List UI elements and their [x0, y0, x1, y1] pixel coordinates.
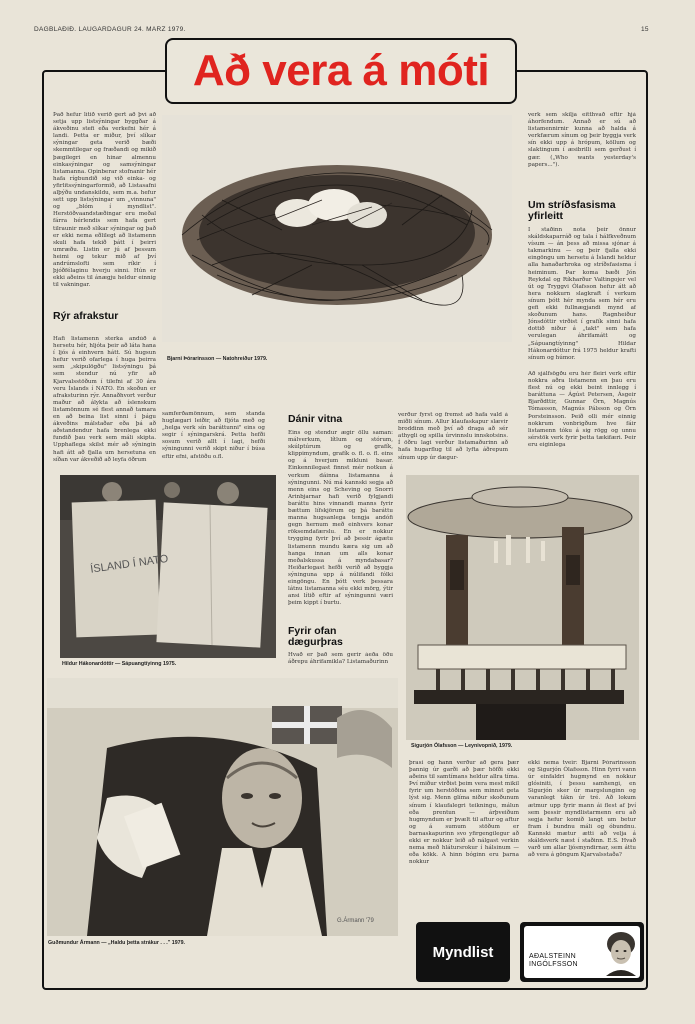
paper-date: DAGBLAÐIÐ. LAUGARDAGUR 24. MARZ 1979. [34, 26, 186, 33]
soap-banner-text: ÍSLAND Í NATO [89, 552, 169, 576]
caption-sculpture: Sigurjón Ólafsson — Leynivopnið, 1979. [411, 743, 513, 749]
heading-stridsfasisma: Um stríðsfasisma yfirleitt [528, 199, 616, 222]
soap-image [60, 475, 276, 658]
author-box [520, 922, 644, 982]
nest-image [162, 115, 512, 342]
painting-photo [47, 678, 398, 936]
column-4-top-text: verður fyrst og fremst að hafa vald á miðli sínum. Allur klaufaskapur slævir broddinn með því að draga að sér athygli og spilla úrvinnslu innskotsins. Í öðru lagi verður listamaðurinn að hafa hugarflug til að lyfta áðrepum sínum upp úr dægur- [398, 412, 508, 461]
soap-photo [60, 475, 276, 658]
column-2-text: samferðamönnum, sem standa huglægari leiðir, að fljóta með og „helga verk sín baráttunni" eins og segir í sýningarskrá. Þetta hefði sosum verið allt í lagi, hefði sýningunni verið skipt niður í búsa eftir efni, afstöðu o.fl. [162, 411, 265, 460]
column-5-bottom-text: ekki nema tveir: Bjarni Þórarinsson og Sigurjón Ólafsson. Hinn fyrri vann úr einfaldri hugmynd en nokkur glósiniti, í þessu samhengi, en Sigurjón sker úr margslunginn og varanlegt tákn úr tré. Að lokum ætmur upp fyrir mann ái flest af því sem þessir myndlistarmenn eru að segja hefur komið langt um betur fram í bundnu máli og óbundnu. Kannski mætur ætti að velja á skáldsverk næst í staðinn. E.S. Hvað varð um allar ljósmyndirnar, sem áttu að vera á göngum Kjarvalsstaða? [528, 760, 636, 859]
column-4-bottom-text: þrasi og hann verður að gera þær þannig úr garði að þær höfði ekki aðeins til samtímans heldur allra tíma. Því miður virðist þeim vera mest mikil fyrir um herstöðina sem minnst geta lýst sig. Menn glíma niður skoðunum sínum í klaufalegri teikningu, málun eða prentun — árþveiðum hugmyndum er þvælt til aftur og aftur og á sumum stöðum er barnaskapurinn svo yfirgengilegur að ekki er nokkur leið að nálgast verkin nema með hlátursrokur í hálsinum — eða kökk. A hinn bóginn eru þarna nokkur [409, 760, 519, 866]
column-1-ryr-text: Hafi listamenn sterka andúð á hersetu hér, hljóta þeir að láta hana í ljós á einhvern hátt. Sú hugsun hefur verið ofarlega í huga þeirra sem „skipulögðu" listsýningu þá sem stendur nú yfir að Kjarvalsstöðum í tilefni af 30 ára veru Íslands í NATO. En skoðun er afraksturinn rýr. Annaðhvort verður maður að álykta að íslenskum listamönnum sé flest annað tamara en að beina list sinni í þágu ákveðins málstaðar eða þá að aðstandendur hafa brenlega ekki fundið þau verk sem máli skipta. Upphaflega skilst mér að sýningin hafi átt að fjalla um hersetuna en síðan var ákveðið að leyfa öðrum [53, 336, 156, 463]
painting-signature: G.Ármann '79 [337, 918, 374, 924]
sculpture-image [406, 475, 639, 740]
column-3-danir-text: Eins og stendur ægir öllu saman: málverkum, lítlum og stórum, skúlptúrum og grafík, klippimyndum, grafík o. fl. o. fl. eins og á hverjum mikluni basar. Einkennilegast finnst mér notkun á verkum dáinna listamanna á sýningunni. Nú má kannski segja að menn eins og Scheving og Snorri Arinbjarnar hafi verið fylgjandi baráttu hins vinnandi manns fyrir bættum lífskjörum og þá baráttu manna hugsanlega tengja andófi gegn hernum með einhvers konar röksemdafærslu. En er nokkur trygging fyrir því að þessir ágætu listamenn mundu kæra sig um að hanga innan um alls konar meðalskussa á myndabasar? Heiðarlegast hefði verið að byggja sýninguna upp á núlifandi fólki eingöngu. En þótt verk þessara látnu listamanna séu ekki mörg, ýtir ansi lítið eftir af sýningunni væri þeim kippt í burtu. [288, 430, 393, 607]
page-title: Að vera á móti [192, 46, 490, 95]
column-5-intro: verk sem skilja eitthvað eftir hjá áhorfendum. Annað er sú að listamennirnir kunna að halda á verkfærum sínum og þeir byggja verk sín ekki upp á hrópum, köllum og slaktingum í æsibrilli sem gerðust í gær. („Who wants yesterday's papers..."). [528, 112, 636, 168]
author-box-inner [524, 926, 640, 978]
heading-fyrir-ofan: Fyrir ofan dægurþras [288, 625, 343, 648]
author-first-name: AÐALSTEINN [529, 953, 576, 960]
section-logo-myndlist [416, 922, 510, 982]
nest-photo [162, 115, 512, 342]
author-name [529, 953, 578, 969]
author-portrait [604, 930, 638, 976]
author-last-name: INGÓLFSSON [529, 961, 578, 968]
painting-image [47, 678, 398, 936]
caption-painting: Guðmundur Ármann — „Haldu þetta strákur . . ." 1979. [48, 940, 186, 946]
column-1-intro: Það hefur lítið verið gert að því að setja upp listsýningar byggðar á ákveðinu stefi eða verkefni hér á landi. Þetta er miður, því slíkar sýningar geta verið bæði skemmtilegar og fræðandi og mikið þægilegri en hinar almennu einkasýningar og samsýningar listamanna. Opinberar stofnanir hér hafa rígbundið sig við einka- og yfirlitssýningarformið, að Listasafni alþýðu undanskildu, sem m.a. hefur sett upp listsýningar um „vinnuna" og „blóm í myndlist". Herstöðvaandstæðingar eru meðal fárra hérlendis sem hafa gert tilraunir með slíkar sýningar og það er ekki nema eðlilegt að listamenn skuli hafa tekið þátt í þeirri umræðu. Listin er jú af þessum heimi og tekur mið af því andrúmslofti sem ríkir í þjóðfélaginu hverju sinni. Hún er ekki aðeins til ánægju heldur einnig til vakningar. [53, 112, 156, 289]
heading-ryr-afrakstur: Rýr afrakstur [53, 310, 119, 322]
caption-nest: Bjarni Þórarinsson — Natohreiður 1979. [167, 356, 268, 362]
heading-danir-vitna: Dánir vitna [288, 413, 343, 425]
title-box [165, 38, 517, 104]
sculpture-photo [406, 475, 639, 740]
column-5-mid-text: Að sjálfsögðu eru hér fleiri verk eftir nokkra aðra listamenn en þau eru flest nú og ekki beint innlegg í baráttuna — Ágúst Petersen, Ásgeir Bjarðdttir, Gunnar Örn, Magnús Tómasson, Magnús Pálsson og Örn Þorsteinsson. Þeið olli mér einnig nokkrum vonbrigðum hve fáir listamenn tóku á sig rögg og unnu sérstök verk fyrir þetta tækifæri. Þeir eru eiginlega [528, 371, 636, 448]
section-logo-text: Myndlist [432, 943, 494, 961]
column-5-strid-text: Í staðinn nota þeir önnur skáldskaparráð og tala í hálfkveðnum vísum — án þess að missa sjónar á takmarkinu — og þeir fjalla ekki eingöngu um hersetu á Íslandi heldur alla hanaðarhroka og stríðsfasisma í heiminum. Þar koma bæði Jón Reykdal og Ríkharður Valtingojer vel út og Tryggvi Ólafsson hefur átt að hera nokkurn slagkraft í verkum sínum þótt hér mynda sem hér eru gefi ekki fullnægjandi mynd af skoðunum hans. Ragnheiður Jónsdóttir virðist í grafík sinni hafa dottið niður á „takt" sem hafa verulegan áhrifamátt og „Sápuangtíyinng" Hildar Hákonardóttur frá 1975 heldur krafti sínum og húmor. [528, 227, 636, 360]
page-number: 15 [641, 26, 649, 33]
column-3-fyrir-text: Hvað er það sem gerir áeða öðu áðrepu áhrifamikla? Listamaðurinn [288, 652, 393, 666]
caption-soap: Hildur Hákonardóttir — Sápuangtíyinng 1975. [62, 661, 177, 667]
